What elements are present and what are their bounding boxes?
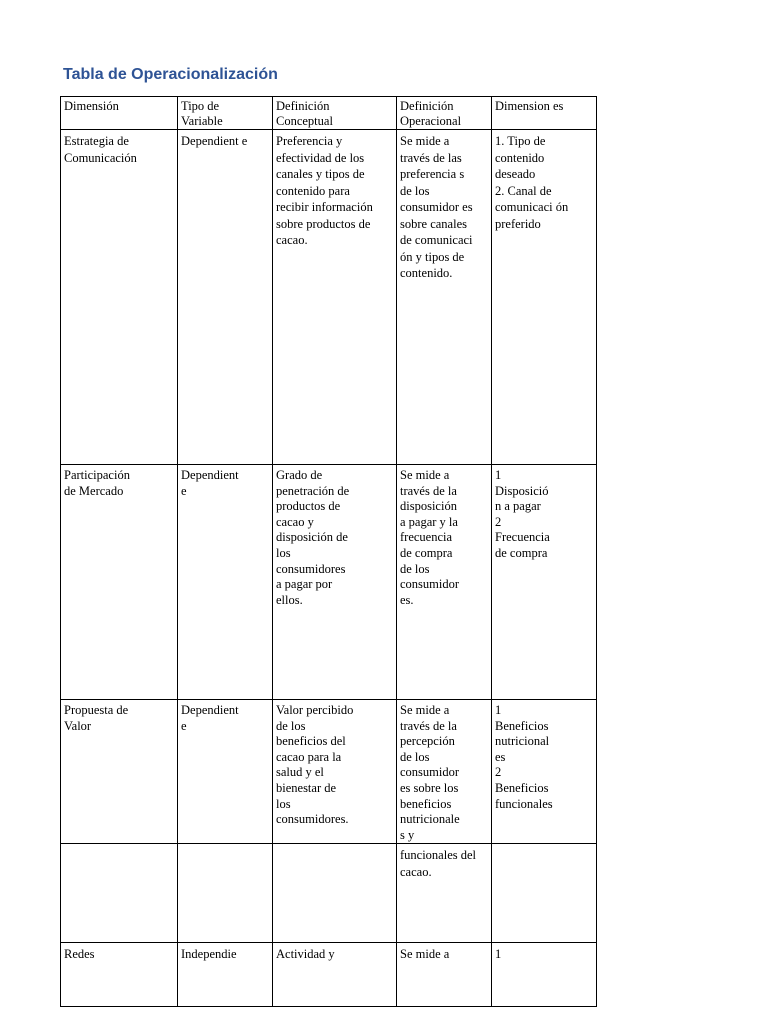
header-dimension: Dimensión [61,97,178,130]
cell-tipo: Dependient e [178,130,273,465]
cell-tipo: Dependient e [178,465,273,700]
cell-conceptual: Actividad y [273,943,397,1007]
cell-conceptual [273,844,397,943]
cell-dimension: Estrategia de Comunicación [61,130,178,465]
table-row [61,844,597,943]
cell-operacional: Se mide a través de la disposición a pagar y la frecuencia de compra de los consumidor es. [397,465,492,700]
operationalization-table [60,96,597,1007]
cell-dimensiones: 1 [492,943,597,1007]
cell-tipo [178,844,273,943]
table-header-row [61,97,597,130]
cell-dimensiones: 1 Disposició n a pagar 2 Frecuencia de compra [492,465,597,700]
header-definicion-operacional: Definición Operacional [397,97,492,130]
cell-operacional: Se mide a [397,943,492,1007]
cell-dimensiones: 1 Beneficios nutricional es 2 Beneficios funcionales [492,700,597,844]
cell-conceptual: Valor percibido de los beneficios del cacao para la salud y el bienestar de los consumidores. [273,700,397,844]
table-container [60,96,597,962]
cell-dimension: Participación de Mercado [61,465,178,700]
cell-operacional: Se mide a través de las preferencia s de los consumidor es sobre canales de comunicaci ón y tipos de contenido. [397,130,492,465]
cell-tipo: Dependient e [178,700,273,844]
cell-operacional: Se mide a través de la percepción de los consumidor es sobre los beneficios nutricionale s y [397,700,492,844]
cell-dimensiones [492,844,597,943]
cell-dimension: Propuesta de Valor [61,700,178,844]
table-row [61,700,597,844]
table-row [61,943,597,1007]
table-row [61,130,597,465]
cell-dimension: Redes [61,943,178,1007]
header-tipo-variable: Tipo de Variable [178,97,273,130]
cell-operacional: funcionales del cacao. [397,844,492,943]
cell-tipo: Independie [178,943,273,1007]
document-title: Tabla de Operacionalización [63,66,278,83]
table-row [61,465,597,700]
cell-dimensiones: 1. Tipo de contenido deseado 2. Canal de comunicaci ón preferido [492,130,597,465]
cell-dimension [61,844,178,943]
header-definicion-conceptual: Definición Conceptual [273,97,397,130]
cell-conceptual: Grado de penetración de productos de cacao y disposición de los consumidores a pagar por ellos. [273,465,397,700]
cell-conceptual: Preferencia y efectividad de los canales y tipos de contenido para recibir información sobre productos de cacao. [273,130,397,465]
header-dimensiones: Dimension es [492,97,597,130]
